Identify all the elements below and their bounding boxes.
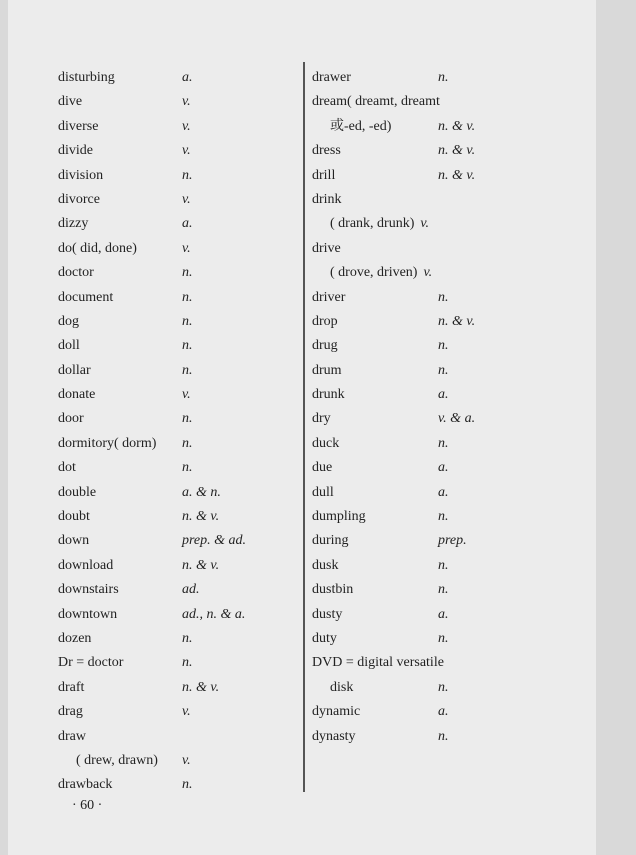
entry-row: [312, 700, 512, 724]
entry-word: DVD = digital versatile: [312, 655, 444, 671]
entry-part-of-speech: n. & v.: [438, 143, 476, 159]
right-column: [312, 66, 512, 749]
entry-word: dozen: [58, 630, 92, 646]
entry-row: [312, 188, 512, 212]
entry-part-of-speech: n.: [438, 338, 449, 354]
entry-word: down: [58, 533, 90, 549]
entry-word: division: [58, 167, 104, 183]
entry-row: [58, 310, 298, 334]
entry-word: drink: [312, 191, 342, 207]
entry-row: [312, 432, 512, 456]
entry-word: donate: [58, 387, 96, 403]
entry-row: [312, 627, 512, 651]
entry-row: [58, 700, 298, 724]
entry-word: dry: [312, 411, 331, 427]
entry-word: disturbing: [58, 70, 115, 85]
entry-word: drive: [312, 240, 341, 256]
entry-word: door: [58, 411, 84, 427]
entry-word: drug: [312, 338, 338, 354]
entry-word: double: [58, 484, 97, 500]
entry-row: [58, 529, 298, 553]
page-number: · 60 ·: [72, 798, 103, 813]
entry-word: drop: [312, 313, 338, 329]
entry-row: [312, 407, 512, 431]
entry-part-of-speech: v.: [182, 118, 191, 134]
entry-word: dormitory( dorm): [58, 435, 157, 451]
entry-word: ( drew, drawn): [76, 752, 158, 768]
entry-word: drum: [312, 362, 342, 378]
entry-row: [58, 432, 298, 456]
entry-row: [58, 481, 298, 505]
entry-word: dumpling: [312, 509, 366, 525]
entry-word: do( did, done): [58, 240, 137, 256]
entry-part-of-speech: n.: [438, 557, 449, 573]
column-divider: [303, 62, 305, 792]
entry-part-of-speech: n.: [438, 289, 449, 305]
entry-part-of-speech: n.: [182, 338, 193, 354]
entry-row: [58, 676, 298, 700]
entry-word: drawer: [312, 70, 351, 85]
entry-part-of-speech: n.: [182, 655, 193, 671]
entry-word: dusty: [312, 606, 343, 622]
entry-row: [58, 749, 298, 773]
entry-part-of-speech: n.: [182, 289, 193, 305]
entry-part-of-speech: a. & n.: [182, 484, 221, 500]
entry-part-of-speech: n.: [438, 362, 449, 378]
entry-part-of-speech: n. & v.: [438, 118, 476, 134]
entry-part-of-speech: n. & v.: [182, 557, 220, 573]
entry-word: dress: [312, 143, 341, 159]
entry-word: dollar: [58, 362, 91, 378]
entry-part-of-speech: v. & a.: [438, 411, 476, 427]
entry-part-of-speech: v.: [182, 240, 191, 256]
entry-row: [58, 90, 298, 114]
entry-word: dream( dreamt, dreamt: [312, 94, 440, 110]
entry-part-of-speech: a.: [182, 216, 193, 232]
entry-row: [58, 139, 298, 163]
entry-part-of-speech: n.: [182, 167, 193, 183]
entry-word: dull: [312, 484, 334, 500]
entry-word: divide: [58, 143, 93, 159]
entry-row: [312, 603, 512, 627]
entry-word: ( drove, driven) v.: [330, 265, 433, 281]
entry-word: doubt: [58, 509, 90, 525]
entry-row: [312, 334, 512, 358]
entry-part-of-speech: v.: [182, 387, 191, 403]
entry-row: [58, 115, 298, 139]
entry-row: [58, 627, 298, 651]
entry-part-of-speech: n.: [182, 313, 193, 329]
entry-word: Dr = doctor: [58, 655, 124, 671]
entry-row: [312, 481, 512, 505]
entry-row: [58, 286, 298, 310]
entry-row: [312, 359, 512, 383]
entry-part-of-speech: n.: [182, 411, 193, 427]
entry-word: downstairs: [58, 582, 119, 598]
entry-word: ( drank, drunk) v.: [330, 216, 430, 232]
entry-row: [312, 164, 512, 188]
entry-word: drill: [312, 167, 336, 183]
entry-part-of-speech: a.: [438, 484, 449, 500]
entry-row: [58, 66, 298, 90]
entry-word: divorce: [58, 191, 100, 207]
entry-word: downtown: [58, 606, 118, 622]
entry-word: download: [58, 557, 114, 573]
entry-word: doll: [58, 338, 80, 354]
entry-row: [58, 359, 298, 383]
entry-part-of-speech: n.: [438, 728, 449, 744]
entry-row: [312, 139, 512, 163]
entry-part-of-speech: n.: [182, 265, 193, 281]
entry-row: [58, 603, 298, 627]
entry-part-of-speech: n.: [438, 435, 449, 451]
entry-row: [312, 505, 512, 529]
entry-row: [58, 725, 298, 749]
entry-row: [58, 334, 298, 358]
entry-part-of-speech: v.: [182, 143, 191, 159]
entry-row: [58, 237, 298, 261]
entry-row: [312, 676, 512, 700]
entry-word: diverse: [58, 118, 99, 134]
entry-word: due: [312, 460, 333, 476]
entry-row: [312, 310, 512, 334]
entry-part-of-speech: prep.: [438, 533, 467, 549]
entry-part-of-speech: v.: [182, 752, 191, 768]
entry-part-of-speech: v.: [420, 216, 430, 232]
entry-part-of-speech: n.: [438, 630, 449, 646]
entry-row: [312, 90, 512, 114]
entry-word: drag: [58, 704, 83, 720]
entry-row: [58, 456, 298, 480]
dictionary-page: [8, 0, 596, 855]
entry-word: during: [312, 533, 349, 549]
entry-row: [58, 773, 298, 797]
entry-row: [312, 529, 512, 553]
entry-part-of-speech: a.: [438, 704, 449, 720]
entry-part-of-speech: v.: [182, 191, 191, 207]
entry-row: [58, 578, 298, 602]
entry-word: dynamic: [312, 704, 361, 720]
entry-part-of-speech: n. & v.: [438, 313, 476, 329]
entry-part-of-speech: n. & v.: [438, 167, 476, 183]
entry-part-of-speech: n. & v.: [182, 509, 220, 525]
entry-row: [58, 383, 298, 407]
entry-word: dive: [58, 94, 83, 110]
entry-word: duck: [312, 435, 340, 451]
entry-part-of-speech: n.: [182, 435, 193, 451]
entry-row: [312, 554, 512, 578]
entry-row: [312, 286, 512, 310]
entry-row: [58, 188, 298, 212]
left-column: [58, 66, 298, 798]
entry-part-of-speech: n.: [438, 679, 449, 695]
entry-part-of-speech: v.: [182, 94, 191, 110]
entry-row: [58, 651, 298, 675]
entry-word: dusk: [312, 557, 339, 573]
entry-part-of-speech: v.: [423, 265, 433, 281]
entry-word: document: [58, 289, 114, 305]
entry-row: [312, 261, 512, 285]
entry-row: [312, 115, 512, 139]
entry-part-of-speech: a.: [182, 70, 193, 85]
entry-word: dizzy: [58, 216, 89, 232]
entry-part-of-speech: n.: [438, 509, 449, 525]
entry-row: [58, 505, 298, 529]
entry-word: draw: [58, 728, 86, 744]
entry-part-of-speech: n.: [182, 460, 193, 476]
entry-word: driver: [312, 289, 346, 305]
entry-part-of-speech: n.: [182, 777, 193, 793]
entry-part-of-speech: prep. & ad.: [182, 533, 247, 549]
entry-part-of-speech: n. & v.: [182, 679, 220, 695]
entry-part-of-speech: v.: [182, 704, 191, 720]
entry-part-of-speech: n.: [182, 630, 193, 646]
entry-word: dynasty: [312, 728, 356, 744]
entry-word: dot: [58, 460, 76, 476]
entry-row: [312, 725, 512, 749]
entry-word: 或-ed, -ed): [330, 118, 392, 134]
entry-part-of-speech: n.: [182, 362, 193, 378]
entry-part-of-speech: a.: [438, 387, 449, 403]
entry-row: [312, 651, 512, 675]
entry-word: duty: [312, 630, 337, 646]
entry-row: [312, 383, 512, 407]
entry-row: [312, 237, 512, 261]
entry-word: dog: [58, 313, 79, 329]
entry-part-of-speech: a.: [438, 460, 449, 476]
entry-row: [312, 578, 512, 602]
entry-row: [58, 407, 298, 431]
entry-part-of-speech: n.: [438, 582, 449, 598]
entry-word: doctor: [58, 265, 94, 281]
entry-row: [312, 456, 512, 480]
entry-row: [58, 261, 298, 285]
entry-row: [58, 164, 298, 188]
entry-part-of-speech: a.: [438, 606, 449, 622]
entry-row: [58, 212, 298, 236]
entry-word: dustbin: [312, 582, 354, 598]
entry-word: drawback: [58, 777, 113, 793]
entry-row: [58, 554, 298, 578]
entry-row: [312, 212, 512, 236]
entry-part-of-speech: ad., n. & a.: [182, 606, 246, 622]
entry-word: disk: [330, 679, 354, 695]
entry-part-of-speech: ad.: [182, 582, 200, 598]
entry-word: drunk: [312, 387, 345, 403]
entry-part-of-speech: n.: [438, 70, 449, 85]
entry-word: draft: [58, 679, 85, 695]
entry-row: [312, 66, 512, 90]
